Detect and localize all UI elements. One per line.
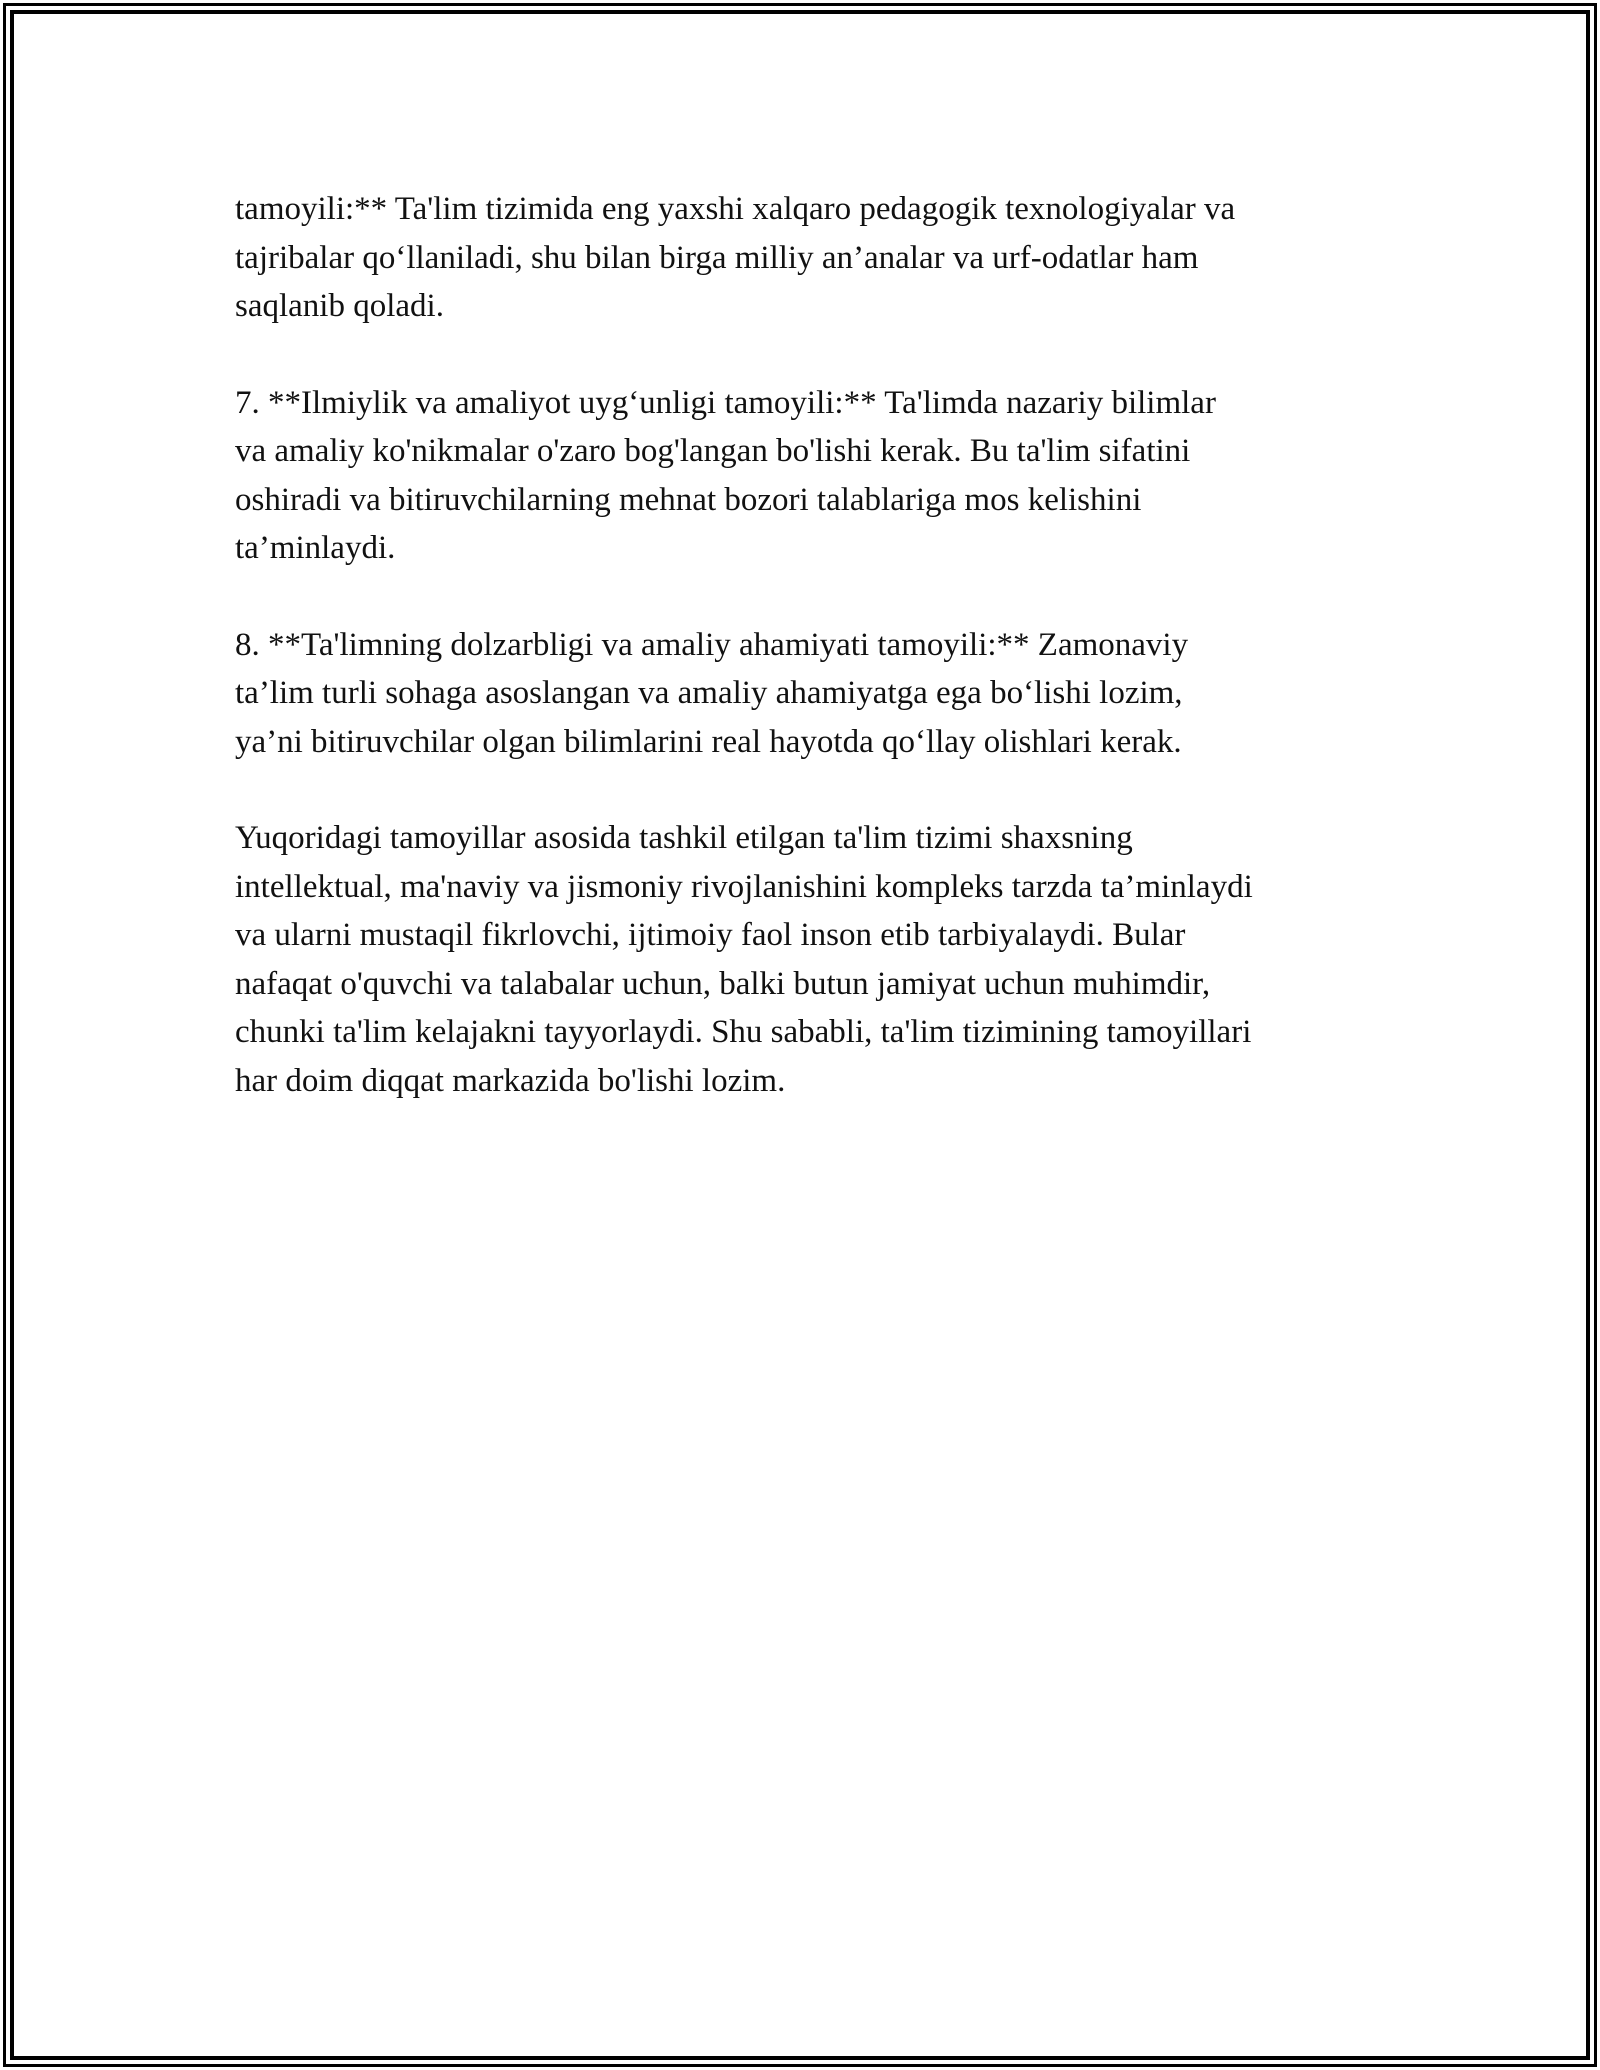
paragraph-principle-8: 8. **Ta'limning dolzarbligi va amaliy ahamiyati tamoyili:** Zamonaviy ta’lim turli sohaga asoslangan va amaliy ahamiyatga ega bo‘lishi lozim, ya’ni bitiruvchilar olgan bilimlarini real hayotda qo‘llay olishlari kerak. [235,626,1189,760]
paragraph-principle-7: 7. **Ilmiylik va amaliyot uyg‘unligi tamoyili:** Ta'limda nazariy bilimlar va amaliy ko'nikmalar o'zaro bog'langan bo'lishi kerak. Bu ta'lim sifatini oshiradi va bitiruvchilarning mehnat bozori talablariga mos kelishini ta’minlaydi. [235,384,1216,566]
paragraph-continuation-principle: tamoyili:** Ta'lim tizimida eng yaxshi xalqaro pedagogik texnologiyalar va tajribalar qo‘llaniladi, shu bilan birga milliy an’analar va urf-odatlar ham saqlanib qoladi. [235,191,1236,324]
paragraph-conclusion: Yuqoridagi tamoyillar asosida tashkil etilgan ta'lim tizimi shaxsning intellektual, ma'naviy va jismoniy rivojlanishini kompleks tarzda ta’minlaydi va ularni mustaqil fikrlovchi, ijtimoiy faol inson etib tarbiyalaydi. Bular nafaqat o'quvchi va talabalar uchun, balki butun jamiyat uchun muhimdir, chunki ta'lim kelajakni tayyorlaydi. Shu sababli, ta'lim tizimining tamoyillari har doim diqqat markazida bo'lishi lozim. [235,820,1253,1099]
document-body [235,185,1385,1105]
